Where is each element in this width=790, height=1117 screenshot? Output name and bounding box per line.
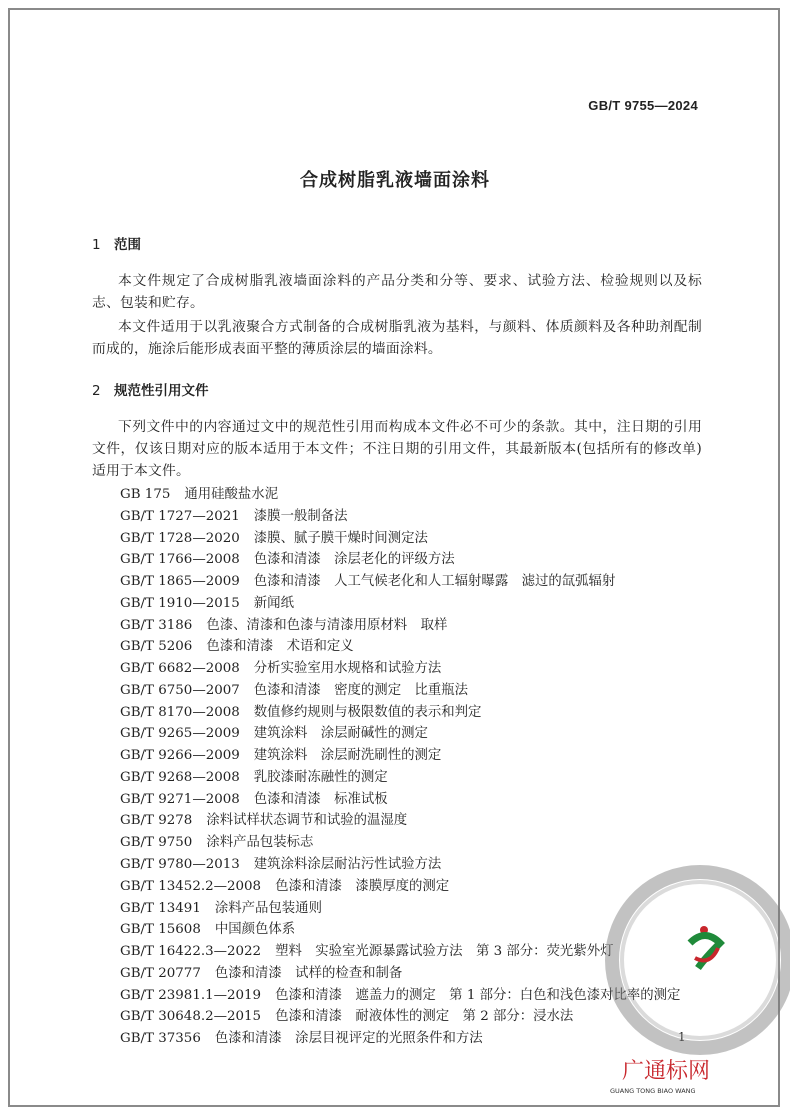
reference-item	[120, 702, 680, 724]
section-title: 范围	[114, 237, 141, 253]
reference-title: 建筑涂料 涂层耐洗刷性的测定	[253, 748, 442, 764]
reference-code: GB/T 9278	[120, 813, 193, 829]
reference-code: GB/T 6750—2007	[120, 682, 240, 698]
section-title: 规范性引用文件	[114, 383, 209, 399]
reference-code: GB/T 5206	[120, 639, 193, 655]
reference-code: GB/T 30648.2—2015	[120, 1009, 262, 1025]
reference-item	[120, 571, 680, 593]
reference-item	[120, 549, 680, 571]
reference-title: 建筑涂料 涂层耐碱性的测定	[253, 726, 428, 742]
section-heading-normative-references	[92, 379, 209, 399]
reference-code: GB/T 1910—2015	[120, 595, 240, 611]
reference-item	[120, 789, 680, 811]
reference-code: GB/T 37356	[120, 1031, 201, 1047]
reference-title: 涂料产品包装标志	[206, 835, 314, 851]
reference-title: 漆膜、腻子膜干燥时间测定法	[253, 530, 428, 546]
reference-item	[120, 593, 680, 615]
reference-title: 色漆和清漆 耐液体性的测定 第 2 部分：浸水法	[275, 1009, 574, 1025]
reference-code: GB 175	[120, 487, 171, 502]
reference-code: GB/T 9271—2008	[120, 791, 240, 807]
reference-code: GB/T 9268—2008	[120, 769, 240, 785]
references-intro-paragraph: 下列文件中的内容通过文中的规范性引用而构成本文件必不可少的条款。其中，注日期的引用文件，仅该日期对应的版本适用于本文件；不注日期的引用文件，其最新版本(包括所有的修改单)适用于本文件。	[92, 419, 702, 479]
page-number: 1	[678, 1030, 686, 1044]
reference-code: GB/T 1865—2009	[120, 574, 240, 590]
reference-code: GB/T 1728—2020	[120, 530, 240, 546]
reference-title: 色漆、清漆和色漆与清漆用原材料 取样	[206, 617, 448, 633]
reference-code: GB/T 9750	[120, 835, 193, 851]
scope-paragraph-2: 本文件适用于以乳液聚合方式制备的合成树脂乳液为基料，与颜料、体质颜料及各种助剂配制而成的，施涂后能形成表面平整的薄质涂层的墙面涂料。	[92, 319, 702, 357]
reference-title: 通用硅酸盐水泥	[184, 487, 279, 502]
reference-title: 色漆和清漆 漆膜厚度的测定	[275, 878, 450, 894]
reference-item	[120, 832, 680, 854]
reference-title: 塑料 实验室光源暴露试验方法 第 3 部分：荧光紫外灯	[275, 944, 614, 960]
watermark-text: 广通标网	[622, 1059, 711, 1084]
watermark-logo	[560, 900, 770, 1100]
reference-item	[120, 723, 680, 745]
reference-code: GB/T 3186	[120, 617, 193, 633]
reference-code: GB/T 13452.2—2008	[120, 878, 262, 894]
reference-title: 色漆和清漆 标准试板	[253, 791, 388, 807]
reference-title: 建筑涂料涂层耐沾污性试验方法	[253, 857, 442, 873]
section-number: 2	[92, 383, 101, 399]
reference-code: GB/T 16422.3—2022	[120, 944, 262, 960]
reference-code: GB/T 1766—2008	[120, 552, 240, 568]
reference-code: GB/T 20777	[120, 965, 201, 981]
reference-title: 乳胶漆耐冻融性的测定	[253, 769, 388, 785]
reference-item	[120, 680, 680, 702]
reference-title: 色漆和清漆 人工气候老化和人工辐射曝露 滤过的氙弧辐射	[253, 574, 616, 590]
reference-title: 中国颜色体系	[214, 922, 296, 938]
reference-item	[120, 658, 680, 680]
reference-item	[120, 636, 680, 658]
document-title: 合成树脂乳液墙面涂料	[300, 170, 490, 191]
reference-code: GB/T 13491	[120, 900, 201, 916]
reference-title: 数值修约规则与极限数值的表示和判定	[253, 704, 482, 720]
section-number: 1	[92, 237, 101, 253]
reference-title: 新闻纸	[253, 595, 294, 611]
reference-code: GB/T 8170—2008	[120, 704, 240, 720]
reference-title: 涂料产品包装通则	[214, 900, 322, 916]
scope-paragraph-1: 本文件规定了合成树脂乳液墙面涂料的产品分类和分等、要求、试验方法、检验规则以及标志、包装和贮存。	[92, 273, 702, 311]
reference-item	[120, 810, 680, 832]
reference-item	[120, 876, 680, 898]
reference-code: GB/T 1727—2021	[120, 508, 240, 524]
reference-item	[120, 484, 680, 506]
reference-code: GB/T 23981.1—2019	[120, 987, 262, 1003]
reference-code: GB/T 9265—2009	[120, 726, 240, 742]
reference-item	[120, 615, 680, 637]
reference-title: 色漆和清漆 涂层老化的评级方法	[253, 552, 455, 568]
reference-title: 涂料试样状态调节和试验的温湿度	[206, 813, 408, 829]
reference-title: 漆膜一般制备法	[253, 508, 348, 524]
reference-item	[120, 506, 680, 528]
reference-code: GB/T 6682—2008	[120, 661, 240, 677]
reference-title: 色漆和清漆 术语和定义	[206, 639, 354, 655]
section-heading-scope	[92, 233, 141, 253]
reference-code: GB/T 15608	[120, 922, 201, 938]
watermark-subtext: GUANG TONG BIAO WANG	[610, 1087, 696, 1095]
reference-title: 色漆和清漆 密度的测定 比重瓶法	[253, 682, 469, 698]
reference-item	[120, 854, 680, 876]
reference-title: 分析实验室用水规格和试验方法	[253, 661, 442, 677]
reference-item	[120, 767, 680, 789]
reference-item	[120, 745, 680, 767]
reference-item	[120, 528, 680, 550]
reference-code: GB/T 9266—2009	[120, 748, 240, 764]
reference-code: GB/T 9780—2013	[120, 857, 240, 873]
standard-number: GB/T 9755—2024	[588, 98, 698, 113]
reference-title: 色漆和清漆 试样的检查和制备	[214, 965, 403, 981]
reference-title: 色漆和清漆 遮盖力的测定 第 1 部分：白色和浅色漆对比率的测定	[275, 987, 681, 1003]
reference-title: 色漆和清漆 涂层目视评定的光照条件和方法	[214, 1031, 483, 1047]
